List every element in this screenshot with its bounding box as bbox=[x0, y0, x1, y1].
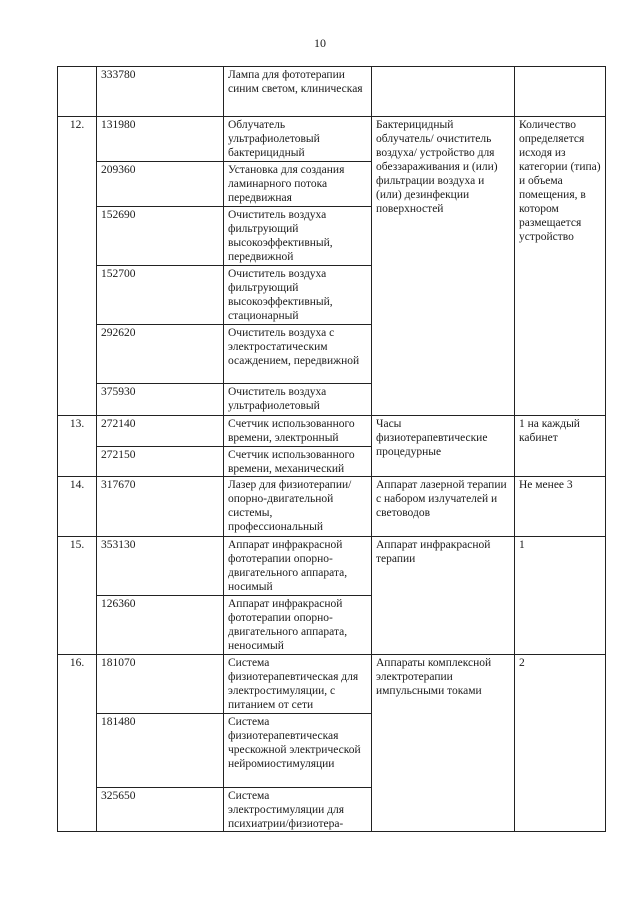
code-cell: 317670 bbox=[97, 477, 224, 537]
requirement-cell bbox=[372, 67, 515, 117]
quantity-cell bbox=[515, 67, 606, 117]
code-cell: 325650 bbox=[97, 788, 224, 832]
device-name-cell: Аппарат инфракрасной фототерапии опорно-двигательного аппарата, неносимый bbox=[224, 596, 372, 655]
device-name-cell: Лазер для физиотерапии/опорно-двигательной системы, профессиональный bbox=[224, 477, 372, 537]
device-name-cell: Лампа для фототерапии синим светом, клиническая bbox=[224, 67, 372, 117]
code-cell: 152690 bbox=[97, 207, 224, 266]
requirement-cell: Аппарат инфракрасной терапии bbox=[372, 537, 515, 655]
quantity-cell: 1 на каждый кабинет bbox=[515, 416, 606, 477]
code-cell: 333780 bbox=[97, 67, 224, 117]
quantity-cell: 1 bbox=[515, 537, 606, 655]
row-number-cell: 16. bbox=[58, 655, 97, 832]
device-name-cell: Очиститель воздуха фильтрующий высокоэффективный, стационарный bbox=[224, 266, 372, 325]
code-cell: 353130 bbox=[97, 537, 224, 596]
code-cell: 272140 bbox=[97, 416, 224, 447]
equipment-table bbox=[57, 66, 606, 832]
device-name-cell: Установка для создания ламинарного потока передвижная bbox=[224, 162, 372, 207]
quantity-cell: 2 bbox=[515, 655, 606, 832]
device-name-cell: Счетчик использованного времени, механический bbox=[224, 447, 372, 477]
code-cell: 272150 bbox=[97, 447, 224, 477]
table-row bbox=[58, 416, 606, 447]
device-name-cell: Очиститель воздуха ультрафиолетовый bbox=[224, 384, 372, 416]
table-row bbox=[58, 655, 606, 714]
requirement-cell: Часы физиотерапевтические процедурные bbox=[372, 416, 515, 477]
requirement-cell: Бактерицидный облучатель/ очиститель воздуха/ устройство для обеззараживания и (или) фильтрации воздуха и (или) дезинфекции поверхностей bbox=[372, 117, 515, 416]
code-cell: 181480 bbox=[97, 714, 224, 788]
quantity-cell: Не менее 3 bbox=[515, 477, 606, 537]
device-name-cell: Облучатель ультрафиолетовый бактерицидный bbox=[224, 117, 372, 162]
device-name-cell: Система физиотерапевтическая чрескожной электрической нейромиостимуляции bbox=[224, 714, 372, 788]
code-cell: 209360 bbox=[97, 162, 224, 207]
code-cell: 375930 bbox=[97, 384, 224, 416]
device-name-cell: Аппарат инфракрасной фототерапии опорно-двигательного аппарата, носимый bbox=[224, 537, 372, 596]
device-name-cell: Система физиотерапевтическая для электростимуляции, с питанием от сети bbox=[224, 655, 372, 714]
device-name-cell: Очиститель воздуха фильтрующий высокоэффективный, передвижной bbox=[224, 207, 372, 266]
device-name-cell: Счетчик использованного времени, электронный bbox=[224, 416, 372, 447]
device-name-cell: Система электростимуляции для психиатрии/физиотера- bbox=[224, 788, 372, 832]
row-number-cell: 15. bbox=[58, 537, 97, 655]
code-cell: 126360 bbox=[97, 596, 224, 655]
row-number-cell bbox=[58, 67, 97, 117]
code-cell: 131980 bbox=[97, 117, 224, 162]
code-cell: 292620 bbox=[97, 325, 224, 384]
table-row bbox=[58, 537, 606, 596]
code-cell: 181070 bbox=[97, 655, 224, 714]
device-name-cell: Очиститель воздуха с электростатическим осаждением, передвижной bbox=[224, 325, 372, 384]
table-row bbox=[58, 477, 606, 537]
page-number: 10 bbox=[314, 36, 326, 50]
table-row bbox=[58, 117, 606, 162]
row-number-cell: 13. bbox=[58, 416, 97, 477]
quantity-cell: Количество определяется исходя из категории (типа) и объема помещения, в котором размещается устройство bbox=[515, 117, 606, 416]
table-row bbox=[58, 67, 606, 117]
requirement-cell: Аппараты комплексной электротерапии импульсными токами bbox=[372, 655, 515, 832]
row-number-cell: 14. bbox=[58, 477, 97, 537]
row-number-cell: 12. bbox=[58, 117, 97, 416]
code-cell: 152700 bbox=[97, 266, 224, 325]
requirement-cell: Аппарат лазерной терапии с набором излучателей и световодов bbox=[372, 477, 515, 537]
